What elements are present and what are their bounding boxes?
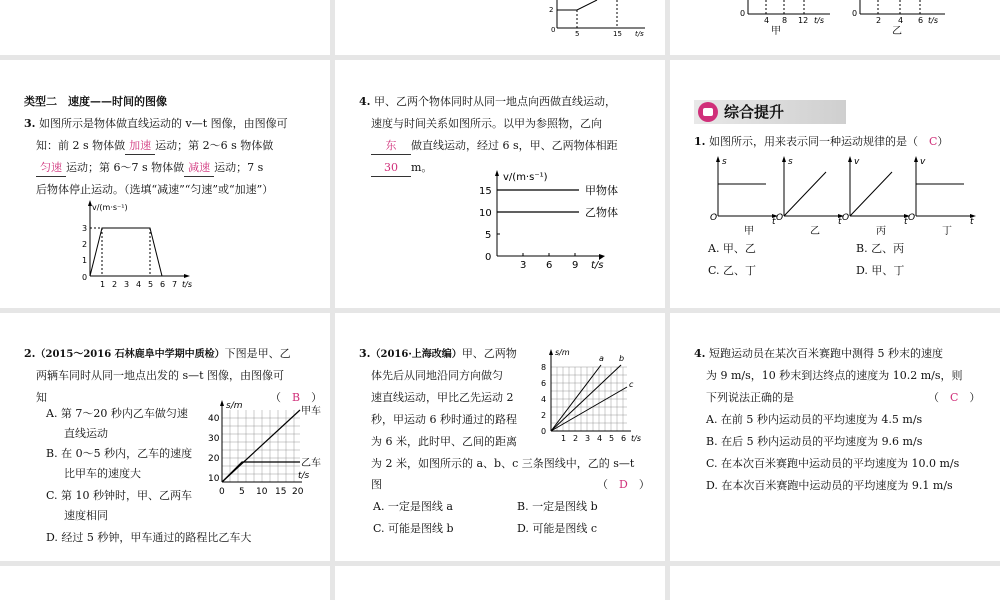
chart-ylabel: s/m xyxy=(555,348,570,357)
question-text: 体先后从同地沿同方向做匀 xyxy=(371,369,503,382)
option-b: B. 乙、丙 xyxy=(856,242,905,255)
option-b: B. 一定是图线 b xyxy=(517,500,598,513)
chart-ytick: 0 xyxy=(82,273,88,282)
series-label-yiche: 乙车 xyxy=(301,458,321,469)
chart-xtick: 3 xyxy=(520,260,527,271)
answer-blank: 减速 xyxy=(184,160,214,177)
answer-blank: 东 xyxy=(371,138,411,155)
section-title-banner xyxy=(694,100,846,124)
top-right-tick: t/s xyxy=(814,16,824,25)
option-c: C. 第 10 秒钟时，甲、乙两车 xyxy=(46,489,193,502)
chart-xtick: 9 xyxy=(572,260,579,271)
question-text: 知 xyxy=(36,391,47,404)
question-panel-4-sprint xyxy=(670,313,1000,561)
chart-xtick: 6 xyxy=(160,280,166,289)
top-right-tick: 0 xyxy=(740,9,746,18)
chart-xtick: 2 xyxy=(573,434,579,443)
top-right-tick: 4 xyxy=(764,16,770,25)
st-abc-chart xyxy=(535,347,653,447)
chart-xtick: 3 xyxy=(585,434,591,443)
graph-yi xyxy=(776,156,844,237)
graph-caption: 丁 xyxy=(942,226,952,237)
answer-choice-bracket: （ B ） xyxy=(270,391,323,404)
chart-ytick: 30 xyxy=(208,434,220,444)
option-c: C. 乙、丁 xyxy=(708,264,757,277)
option-b: B. 在后 5 秒内运动员的平均速度为 9.6 m/s xyxy=(706,435,923,448)
vt-chart xyxy=(78,196,218,294)
graph-origin: O xyxy=(908,213,916,223)
question-text: 4. 甲、乙两个物体同时从同一地点向西做直线运动， xyxy=(359,95,616,108)
four-graphs xyxy=(700,154,1000,238)
chart-xtick: 1 xyxy=(100,280,106,289)
chart-xtick: 3 xyxy=(124,280,130,289)
question-text: 图 xyxy=(371,478,382,491)
question-text: 2.（2015～2016 石林鹿阜中学期中质检）下图是甲、乙 xyxy=(24,347,291,360)
option-a-cont: 直线运动 xyxy=(64,427,108,440)
top-middle-tick: 5 xyxy=(575,30,580,38)
top-middle-tick: t/s xyxy=(635,30,644,38)
question-text: 1. 如图所示，用来表示同一种运动规律的是（ C） xyxy=(694,135,949,148)
option-a: A. 一定是图线 a xyxy=(373,500,453,513)
graph-ylabel: s xyxy=(722,157,727,167)
top-panel-middle xyxy=(335,0,665,55)
chart-xtick: 5 xyxy=(609,434,615,443)
bottom-panel-left xyxy=(0,566,330,600)
chart-ytick: 20 xyxy=(208,454,220,464)
chart-ytick: 10 xyxy=(479,208,492,219)
question-text: 秒，甲运动 6 秒时通过的路程 xyxy=(371,413,517,426)
answer-blank: 加速 xyxy=(125,138,155,155)
chart-ylabel: v/(m·s⁻¹) xyxy=(92,203,128,212)
question-text: 3.（2016·上海改编）甲、乙两物 xyxy=(359,347,517,360)
chart-ytick: 2 xyxy=(82,240,88,249)
graph-ding xyxy=(908,156,976,237)
option-c: C. 在本次百米赛跑中运动员的平均速度为 10.0 m/s xyxy=(706,457,960,470)
chart-xtick: 0 xyxy=(219,487,225,497)
top-right-tick: 4 xyxy=(898,16,904,25)
question-text: 两辆车同时从同一地点出发的 s—t 图像，由图像可 xyxy=(36,369,285,382)
question-text: 速直线运动，甲比乙先运动 2 xyxy=(371,391,514,404)
chart-xtick: 5 xyxy=(239,487,245,497)
answer-blank: 匀速 xyxy=(36,160,66,177)
graph-xlabel: t xyxy=(904,217,908,227)
chart-xtick: 10 xyxy=(256,487,268,497)
bottom-panel-right xyxy=(670,566,1000,600)
option-b: B. 在 0～5 秒内，乙车的速度 xyxy=(46,447,193,460)
top-right-graphs xyxy=(670,0,1000,55)
question-text: 匀速 运动；第 6～7 s 物体做 减速 运动；7 s xyxy=(36,157,263,178)
graph-xlabel: t xyxy=(970,217,974,227)
graph-caption: 丙 xyxy=(876,226,886,237)
bottom-panel-middle xyxy=(335,566,665,600)
graph-ylabel: v xyxy=(854,157,860,167)
chart-ytick: 2 xyxy=(541,411,547,420)
chart-ytick: 1 xyxy=(82,256,88,265)
answer-choice-bracket: （ C ） xyxy=(928,391,981,404)
graph-xlabel: t xyxy=(772,217,776,227)
top-right-tick: 2 xyxy=(876,16,882,25)
top-right-caption: 乙 xyxy=(892,26,902,37)
chart-ytick: 0 xyxy=(541,427,547,436)
option-c: C. 可能是图线 b xyxy=(373,522,454,535)
question-text: 为 6 米，此时甲、乙间的距离 xyxy=(371,435,517,448)
chart-xlabel: t/s xyxy=(631,434,641,443)
chart-xtick: 6 xyxy=(546,260,553,271)
question-text: 知：前 2 s 物体做 加速 运动；第 2～6 s 物体做 xyxy=(36,135,273,156)
option-a: A. 第 7～20 秒内乙车做匀速 xyxy=(46,407,188,420)
line-label-a: a xyxy=(599,354,604,363)
chart-ytick: 40 xyxy=(208,414,220,424)
chart-ytick: 0 xyxy=(485,252,492,263)
question-text: 速度与时间关系如图所示。以甲为参照物，乙向 xyxy=(371,117,602,130)
chart-xlabel: t/s xyxy=(182,280,192,289)
line-label-c: c xyxy=(629,380,634,389)
vt-two-objects-chart xyxy=(475,168,655,276)
option-b-cont: 比甲车的速度大 xyxy=(64,467,141,480)
question-panel-4-direction xyxy=(335,60,665,308)
chart-xtick: 6 xyxy=(621,434,627,443)
question-text: 为 2 米，如图所示的 a、b、c 三条图线中，乙的 s—t xyxy=(371,457,635,470)
chart-xtick: 1 xyxy=(561,434,567,443)
chart-ylabel: v/(m·s⁻¹) xyxy=(503,172,548,183)
series-label-jiache: 甲车 xyxy=(301,406,321,417)
section-title: 综合提升 xyxy=(724,103,785,121)
top-right-tick: 6 xyxy=(918,16,924,25)
graph-xlabel: t xyxy=(838,217,842,227)
graph-caption: 甲 xyxy=(744,226,754,237)
series-label-yi: 乙物体 xyxy=(585,206,618,219)
st-two-cars-chart xyxy=(200,400,330,504)
question-panel-3-vt xyxy=(0,60,330,308)
question-text: 后物体停止运动。（选填“减速”“匀速”或“加速”） xyxy=(36,183,274,196)
graph-origin: O xyxy=(710,213,718,223)
graph-origin: O xyxy=(776,213,784,223)
answer-choice: C xyxy=(928,135,938,148)
chart-xtick: 15 xyxy=(275,487,287,497)
graph-ylabel: v xyxy=(920,157,926,167)
top-right-tick: t/s xyxy=(928,16,938,25)
question-text: 东 做直线运动，经过 6 s，甲、乙两物体相距 xyxy=(371,135,618,156)
series-label-jia: 甲物体 xyxy=(585,184,618,197)
chart-xtick: 2 xyxy=(112,280,118,289)
graph-jia xyxy=(710,156,778,237)
chart-ytick: 10 xyxy=(208,474,220,484)
option-c-cont: 速度相同 xyxy=(64,509,108,522)
graph-bing xyxy=(842,156,910,237)
question-text: 30 m。 xyxy=(371,157,432,178)
chart-xtick: 5 xyxy=(148,280,154,289)
chart-ytick: 4 xyxy=(541,395,547,404)
top-right-tick: 12 xyxy=(798,16,809,25)
question-text: 为 9 m/s，10 秒末到达终点的速度为 10.2 m/s，则 xyxy=(706,369,963,382)
question-source: （2016·上海改编） xyxy=(370,349,462,360)
chart-xtick: 4 xyxy=(597,434,603,443)
option-d: D. 甲、丁 xyxy=(856,264,905,277)
question-text: 3. 如图所示是物体做直线运动的 v—t 图像，由图像可 xyxy=(24,117,288,130)
chart-ytick: 3 xyxy=(82,224,88,233)
chart-ytick: 5 xyxy=(485,230,492,241)
chart-xlabel: t/s xyxy=(298,471,310,481)
question-source: （2015～2016 石林鹿阜中学期中质检） xyxy=(35,349,225,360)
answer-blank: 30 xyxy=(371,160,411,177)
chart-xtick: 20 xyxy=(292,487,304,497)
top-middle-tick: 15 xyxy=(613,30,622,38)
top-middle-tick: 0 xyxy=(551,26,556,34)
option-a: A. 在前 5 秒内运动员的平均速度为 4.5 m/s xyxy=(706,413,923,426)
graph-origin: O xyxy=(842,213,850,223)
chart-ytick: 6 xyxy=(541,379,547,388)
question-text: 4. 短跑运动员在某次百米赛跑中测得 5 秒末的速度 xyxy=(694,347,943,360)
question-panel-2-st xyxy=(0,313,330,561)
graph-caption: 乙 xyxy=(810,226,820,237)
question-panel-comprehensive xyxy=(670,60,1000,308)
section-heading: 类型二 速度——时间的图像 xyxy=(24,95,167,108)
option-d: D. 经过 5 秒钟，甲车通过的路程比乙车大 xyxy=(46,531,252,544)
top-panel-right xyxy=(670,0,1000,55)
section-title-icon-inner xyxy=(703,108,713,116)
answer-choice-bracket: （ D ） xyxy=(597,478,650,491)
top-middle-tick: 2 xyxy=(549,6,554,14)
chart-xtick: 7 xyxy=(172,280,178,289)
option-d: D. 可能是图线 c xyxy=(517,522,598,535)
top-middle-graph xyxy=(335,0,665,55)
chart-ylabel: s/m xyxy=(226,401,243,411)
graph-ylabel: s xyxy=(788,157,793,167)
question-text: 下列说法正确的是 xyxy=(706,391,794,404)
chart-ytick: 8 xyxy=(541,363,547,372)
top-right-tick: 0 xyxy=(852,9,858,18)
chart-xlabel: t/s xyxy=(591,260,604,271)
chart-ytick: 15 xyxy=(479,186,492,197)
option-a: A. 甲、乙 xyxy=(708,242,756,255)
top-panel-left xyxy=(0,0,330,55)
top-right-tick: 8 xyxy=(782,16,788,25)
option-d: D. 在本次百米赛跑中运动员的平均速度为 9.1 m/s xyxy=(706,479,953,492)
chart-xtick: 4 xyxy=(136,280,142,289)
top-right-caption: 甲 xyxy=(771,26,781,37)
line-label-b: b xyxy=(619,354,625,363)
question-panel-3-abc xyxy=(335,313,665,561)
